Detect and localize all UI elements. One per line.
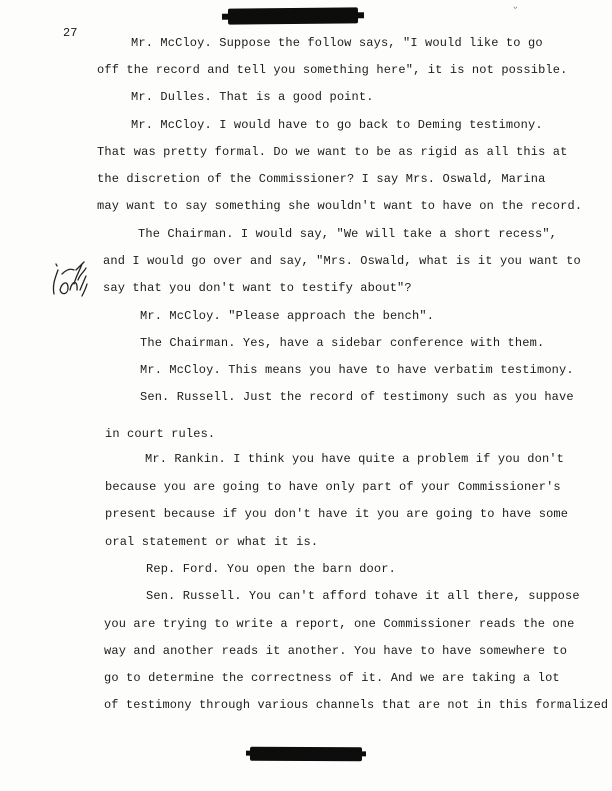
page-number: 27: [63, 26, 78, 40]
text-line: Mr. McCloy. Suppose the follow says, "I would like to go: [131, 36, 543, 50]
text-line: oral statement or what it is.: [105, 535, 319, 549]
redaction-bar-bottom: [250, 747, 362, 762]
text-line: the discretion of the Commissioner? I say Mrs. Oswald, Marina: [97, 172, 546, 186]
text-line: Mr. McCloy. I would have to go back to Deming testimony.: [131, 118, 543, 132]
text-line: may want to say something she wouldn't want to have on the record.: [97, 199, 583, 213]
text-line: Mr. McCloy. "Please approach the bench".: [140, 309, 435, 323]
text-line: off the record and tell you something here", it is not possible.: [97, 63, 568, 77]
text-line: present because if you don't have it you are going to have some: [105, 507, 569, 521]
corner-mark: ᵕ: [512, 2, 519, 15]
text-line: of testimony through various channels that are not in this formalized: [104, 698, 609, 712]
text-line: Sen. Russell. You can't afford tohave it all there, suppose: [146, 589, 580, 603]
redaction-bar-top: [228, 7, 358, 24]
text-line: Mr. Dulles. That is a good point.: [131, 90, 374, 104]
text-line: Rep. Ford. You open the barn door.: [146, 562, 396, 576]
text-line: That was pretty formal. Do we want to be as rigid as all this at: [97, 145, 568, 159]
text-line: you are trying to write a report, one Commissioner reads the one: [104, 617, 575, 631]
text-line: way and another reads it another. You have to have somewhere to: [104, 644, 568, 658]
handwritten-margin-note: [44, 250, 90, 310]
text-line: The Chairman. I would say, "We will take a short recess",: [138, 227, 558, 241]
text-line: say that you don't want to testify about"?: [103, 281, 412, 295]
text-line: go to determine the correctness of it. And we are taking a lot: [104, 671, 560, 685]
text-line: Mr. Rankin. I think you have quite a problem if you don't: [145, 452, 565, 466]
text-line: Sen. Russell. Just the record of testimony such as you have: [140, 390, 574, 404]
text-line: because you are going to have only part of your Commissioner's: [105, 480, 561, 494]
text-line: and I would go over and say, "Mrs. Oswald, what is it you want to: [103, 254, 581, 268]
text-line: in court rules.: [105, 427, 216, 441]
text-line: Mr. McCloy. This means you have to have verbatim testimony.: [140, 363, 574, 377]
text-line: The Chairman. Yes, have a sidebar conference with them.: [140, 336, 545, 350]
